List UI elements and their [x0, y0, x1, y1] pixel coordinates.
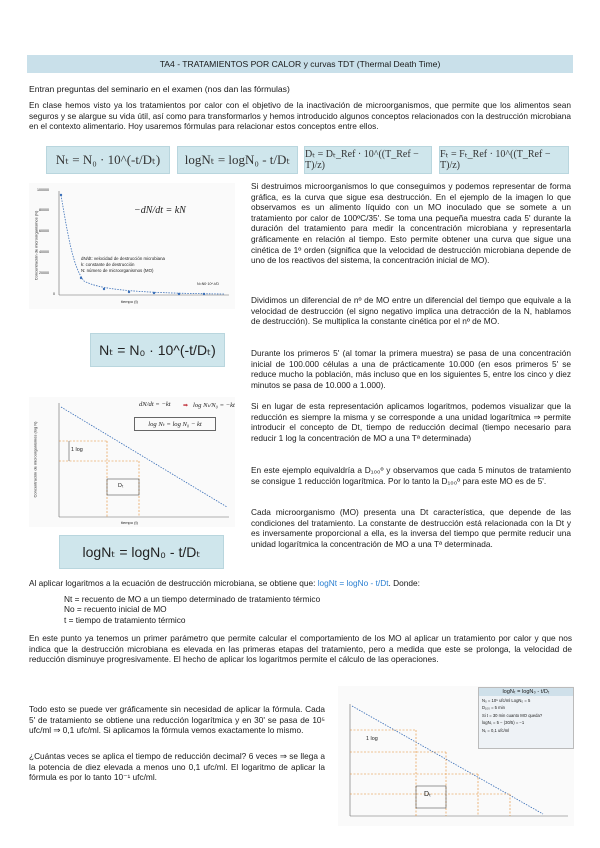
formula-2: logNₜ = logN₀ - t/Dₜ [184, 152, 291, 167]
note-k: k: constante de destrucción [81, 262, 135, 267]
example-calc-box [478, 687, 574, 749]
formula-4: Fₜ = Fₜ_Ref · 10^((T_Ref − T)/z) [440, 149, 551, 171]
log-intro-suffix: . Donde: [388, 578, 420, 588]
log-formula: logNₜ = logN₀ - t/Dₜ [82, 543, 201, 560]
definition-item: t = tiempo de tratamiento térmico [64, 614, 186, 625]
calc-line: D₁₀₀ = 5 min [482, 705, 505, 711]
data-point [178, 293, 180, 295]
decay-formula-box [90, 333, 225, 367]
paragraph-first-minutes: Durante los primeros 5' (al tomar la primera muestra) se pasa de una concentración inicial de 100.000 células a una de prácticamente 10.000 (en esos primeros 5' se reduce mucho la población, más incluso que en los siguientes 5, entre los cinco y diez minutos se pasa de 10.000 a 1.000). [251, 348, 571, 390]
arrow-icon: ➡ [183, 403, 189, 409]
log-graph [29, 397, 235, 527]
legend: N=N0·10^-t/D [197, 282, 219, 286]
definitions-list [64, 594, 544, 625]
x-axis-label: tiempo (t) [121, 520, 138, 525]
y-tick: 0 [53, 292, 55, 296]
decay-formula: Nₜ = N₀ · 10^(-t/Dₜ) [99, 341, 216, 358]
title-bar [27, 55, 573, 73]
y-tick: 60000 [39, 229, 49, 233]
paragraph-dt-characteristic: Cada microorganismo (MO) presenta una Dt característica, que depende de las condiciones del tratamiento. La constante de destrucción está relacionada con la Dt y es inversamente proporcional a ella, es la inversa del tiempo que permite reducir una unidad logarítmica la concentración de MO a una Tª determinada. [251, 507, 571, 549]
y-tick: 100000 [37, 188, 49, 192]
calc-line: Nₜ = 0,1 ufc/ml [482, 727, 510, 733]
paragraph-d100: En este ejemplo equivaldría a D₁₀₀º y observamos que cada 5 minutos de tratamiento se consigue 1 reducción logarítmica. Por lo tanto la D₁₀₀º para este MO es de 5'. [251, 465, 571, 486]
decay-graph [29, 183, 235, 309]
note-rate: dN/dt: velocidad de destrucción microbiana [81, 256, 165, 261]
bottom-paragraph-1: Todo esto se puede ver gráficamente sin necesidad de aplicar la fórmula. Cada 5' de tratamiento se obtiene una reducción logarítmica y en 30' se pasa de 10⁵ ufc/ml ⇒ 0,1 ufc/ml. Si aplicamos la fórmula vemos exactamente lo mismo. [29, 704, 325, 736]
log-eq-2: log Nₜ/N₀ = −kt [193, 402, 235, 409]
example-calc-lines [479, 696, 573, 735]
y-axis-label: Concentración de microorganismos (log N) [32, 421, 38, 498]
paragraph-curve: Si destruimos microorganismos lo que conseguimos y podemos representar de forma gráfica, es la curva que sigue esa destrucción. En el ejemplo de la imagen lo que observamos es un alimento líquido con un MO inoculado que se somete a un tratamiento por calor de 100ºC/35'. Se toma una pequeña muestra cada 5' durante la duración del tratamiento para medir la concentración microbiana y representarla gráficamente en relación al tiempo. Esto permite obtener una curva que sigue una cinética de 1º orden (significa que la velocidad de destrucción microbiana depende de uno de los reactivos del sistema, la concentración inicial de MO). [251, 181, 571, 266]
d-label: Dₜ [118, 483, 124, 489]
data-point [128, 291, 130, 293]
formula-3: Dₜ = Dₜ_Ref · 10^((T_Ref − T)/z) [305, 149, 419, 171]
definition-item: Nt = recuento de MO a un tiempo determinado de tratamiento térmico [64, 594, 321, 604]
definition-item: No = recuento inicial de MO [64, 604, 167, 615]
intro-line: Entran preguntas del seminario en el examen (nos dan las fórmulas) [29, 84, 290, 94]
y-axis-label: Concentración de microorganismos (N) [33, 210, 39, 281]
bottom-paragraph-2: ¿Cuántas veces se aplica el tiempo de reducción decimal? 6 veces ⇒ se llega a la potencia de diez elevada a menos uno 0,1 ufc/ml. El logaritmo de aplicar la fórmula es por lo tanto 10⁻¹ ufc/ml. [29, 751, 325, 783]
formula-box-1 [46, 146, 170, 174]
calc-line: logNₜ = 5 − (30/5) = −1 [482, 720, 525, 726]
document-title: TA4 - TRATAMIENTOS POR CALOR y curvas TDT (Thermal Death Time) [159, 59, 441, 69]
rate-equation: −dN/dt = kN [134, 205, 186, 216]
note-n: N: número de microorganismos (MO) [81, 268, 154, 273]
intro-paragraph: En clase hemos visto ya los tratamientos por calor con el objetivo de la inactivación de microorganismos, que permite que los alimentos sean seguros y se alargue su vida útil, así como para transformarlos y hemos introducido algunos conceptos relacionados con la destrucción microbiana en el contexto alimentario. Hoy usaremos fórmulas para relacionar estos conceptos entre ellos. [29, 100, 571, 132]
calc-line: N₀ = 10⁵ ufc/ml LogN₀ = 5 [482, 698, 531, 703]
log-eq-1: dN/dt = −kt [139, 401, 171, 408]
log-formula-box [59, 535, 224, 569]
data-point [153, 292, 155, 294]
data-point [103, 288, 105, 290]
paragraph-parameter: En este punto ya tenemos un primer parámetro que permite calcular el comportamiento de los MO al aplicar un tratamiento por calor y que nos indica que la destrucción microbiana es elevada en las primeras etapas del tratamiento, pero a medida que este se prolonga, la velocidad de reducción disminuye progresivamente. El hecho de aplicar los logaritmos permite el cálculo de las operaciones. [29, 633, 572, 665]
paragraph-logarithms: Si en lugar de esta representación aplicamos logaritmos, podemos visualizar que la reducción es siempre la misma y se corresponde a una unidad logarítmica ⇒ permite introducir el concepto de Dt, tiempo de reducción decimal (tiempo necesario para reducir 1 log la concentración de MO a una Tª determinada) [251, 401, 571, 443]
d-label: Dₜ [424, 791, 432, 798]
formula-box-3 [304, 146, 432, 174]
y-tick: 80000 [39, 208, 49, 212]
one-log-label: 1 log [366, 736, 378, 742]
decay-graph-svg [29, 183, 235, 309]
formula-box-4 [439, 146, 569, 174]
data-point [80, 277, 82, 279]
y-tick: 20000 [39, 271, 49, 275]
log-intro [29, 578, 574, 589]
data-point [60, 194, 62, 196]
calc-line: Si t = 30 min cuanto MO queda? [482, 712, 543, 718]
example-graph [338, 686, 574, 826]
log-eq-3-box [134, 417, 216, 431]
log-intro-prefix: Al aplicar logaritmos a la ecuación de destrucción microbiana, se obtiene que: [29, 578, 318, 588]
log-eq-3: log Nₜ = log N₀ − kt [148, 421, 202, 428]
example-calc-header: logNₜ = logN₀ - t/Dₜ [479, 688, 573, 696]
formula-1: Nₜ = N₀ · 10^(-t/Dₜ) [55, 152, 161, 167]
y-tick: 40000 [39, 250, 49, 254]
formula-box-2 [177, 146, 298, 174]
one-log-label: 1 log [71, 447, 83, 453]
data-point [203, 293, 205, 295]
log-intro-formula: logNt = logNo - t/Dt [317, 578, 389, 588]
x-axis-label: tiempo (t) [121, 299, 138, 304]
paragraph-differential: Dividimos un diferencial de nº de MO entre un diferencial del tiempo que equivale a la velocidad de destrucción (el signo negativo implica una detracción de la N, hablamos de destrucción). Se multiplica la constante cinética por el nº de MO. [251, 295, 571, 327]
